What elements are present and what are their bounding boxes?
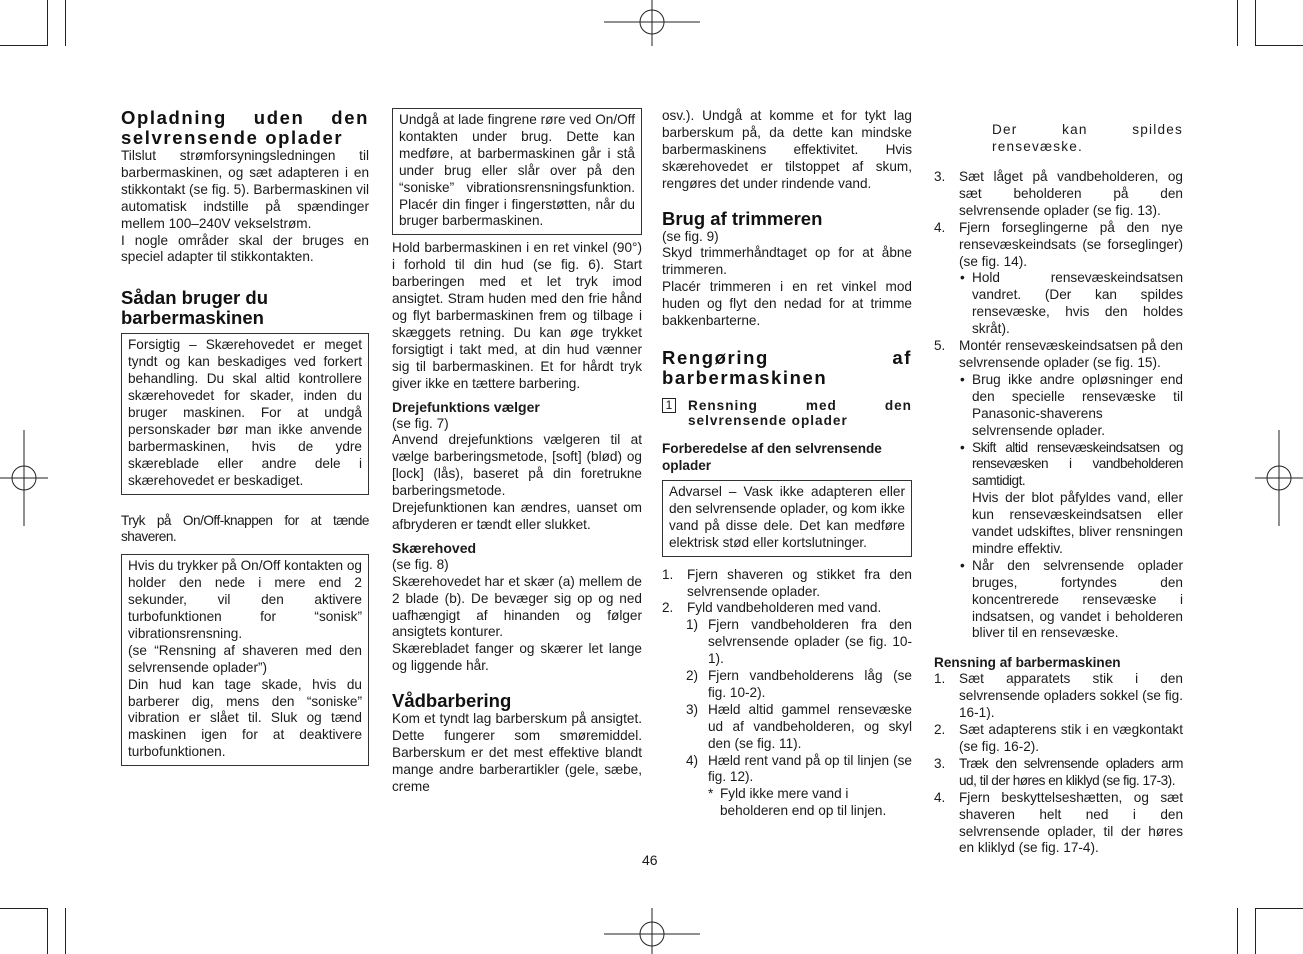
crop-mark [65,908,66,954]
substep-text: Fjern vandbeholderens låg (se fig. 10-2). [708,668,912,700]
heading-clean-shaver: Rensning af barbermaskinen [934,655,1121,671]
heading-cleaning: Rengøring af barbermaskinen [662,346,912,388]
paragraph-wet: Kom et tyndt lag barberskum på ansigtet. Dette fungerer som smøremiddel. Barberskum er det mest effektive blandt mange andre barberartikler (gele, sæbe, creme [392,711,642,794]
step-text: Fjern beskyttelseshætten, og sæt shaveren helt ned i den selvrensende oplader, til der høres en kliklyd (se fig. 17-4). [959,789,1183,856]
clean-steps [934,671,1183,857]
paragraph-head-2: Skærebladet fanger og skærer let lange og liggende hår. [392,641,642,674]
turbo-text-1: Hvis du trykker på On/Off kontakten og holder den nede i mere end 2 sekunder, vil den aktivere turbofunktionen for “sonisk” vibrationsrensning. [128,558,362,641]
crop-mark [65,0,66,46]
note-mark: * [708,786,714,802]
bullet-item [934,270,1183,338]
step-text: Fjern shaveren og stikket fra den selvrensende oplader. [687,566,912,599]
crop-mark [47,908,48,954]
electric-shock-warning-box: Advarsel – Vask ikke adapteren eller den selvrensende oplader, og kom ikke vand på disse dele. Det kan medføre elektrisk stød eller kortslutninger. [662,480,912,557]
substep-text: Hæld altid gammel rensevæske ud af vandbeholderen, og skyl den (se fig. 11). [708,701,912,751]
bullet-text-group [972,440,1183,558]
crop-mark [0,908,48,909]
column-3 [662,108,912,820]
bullet-mark: • [960,371,965,387]
note [662,786,912,820]
substep-number: 3) [686,701,699,717]
list-item [662,753,912,787]
substep-number: 1) [686,617,699,633]
selector-fig-ref: (se fig. 7) [392,415,449,431]
trimmer-fig-ref: (se fig. 9) [662,228,719,244]
list-item [934,790,1183,858]
paragraph-head-1: Skærehovedet har et skær (a) mellem de 2 blade (b). De bevæger sig op og ned uafhængigt af hinanden og følger ansigtets konturer. [392,573,642,640]
heading-cutter-head: Skærehoved [392,539,477,556]
step-text: Sæt apparatets stik i den selvrensende opladers sokkel (se fig. 16-1). [959,671,1183,721]
paragraph-hold: Hold barbermaskinen i en ret vinkel (90°) i forhold til din hud (se fig. 6). Start barberingen med et let tryk imod ansigtet. Stram huden med den frie hånd og flyt barbermaskinen frem og tilbage i skæggets retning. Du kan øge trykket forsigtigt i takt med, at din hud vænner sig til barbermaskinen. Et for hårdt tryk giver ikke en tættere barbering. [392,240,642,391]
step-text: Sæt låget på vandbeholderen, og sæt beholderen på den selvrensende oplader (se fig. 13). [959,169,1183,218]
step-number: 5. [934,338,946,354]
bullet-item [934,372,1183,440]
note-text: Fyld ikke mere vand i beholderen end op til linjen. [720,786,887,819]
crop-mark [1237,0,1238,46]
heading-wet-shaving: Vådbarbering [392,690,512,712]
column-2 [392,108,642,796]
bullet-text: Skift altid rensevæskeindsatsen og rensevæsken i vandbeholderen samtidigt. [972,439,1183,489]
column-1 [121,108,369,766]
list-item [662,567,912,601]
paragraph-trimmer-2: Placér trimmeren i en ret vinkel mod huden og flyt den nedad for at trimme bakkenbarterne. [662,279,912,329]
column-4 [934,108,1183,857]
bullet-mark: • [960,439,965,455]
crop-mark [1255,45,1303,46]
registration-mark-left [0,430,48,526]
paragraph-charging: Tilslut strømforsyningsledningen til barbermaskinen, og sæt adapteren i en stikkontakt (se fig. 5). Barbermaskinen vil automatisk indstille på spændinger mellem 100–240V vekselstrøm. [121,148,369,231]
list-item [662,668,912,702]
turbo-info-box [121,554,369,766]
head-fig-ref: (se fig. 8) [392,556,449,572]
turbo-text-3: Din hud kan tage skade, hvis du barberer dig, mens den “soniske” vibration er slået til. Sluk og tænd maskinen igen for at deaktivere turbofunktionen. [128,676,362,760]
heading-trimmer: Brug af trimmeren [662,207,823,229]
step-number: 4. [934,219,946,235]
prep-steps [662,567,912,821]
heading-self-cleaning: Rensning med den selvrensende oplader [688,397,912,428]
list-item [662,600,912,617]
paragraph-selector-2: Drejefunktionen kan ændres, uanset om afbryderen er tændt eller slukket. [392,500,642,532]
substep-text: Hæld rent vand på op til linjen (se fig. 12). [708,752,912,785]
crop-mark [1255,908,1303,909]
bullet-text: Når den selvrensende oplader bruges, fortyndes den koncentrerede rensevæske i indsatsen, og vandet i beholderen bliver til en rensevæske. [972,557,1183,641]
step-number: 1. [934,671,946,687]
step-text: Træk den selvrensende opladers arm ud, til der høres en kliklyd (se fig. 17-3). [959,755,1183,788]
paragraph-wet-continued: osv.). Undgå at komme et for tykt lag barberskum på, da dette kan mindske barbermaskinens effektivitet. Hvis skærehovedet er tilstoppet af skum, rengøres det under rindende vand. [662,108,912,191]
list-item [934,338,1183,372]
bullet-mark: • [960,557,965,573]
list-item [662,617,912,668]
crop-mark [0,45,48,46]
heading-selector: Drejefunktions vælger [392,398,540,415]
list-item [934,722,1183,756]
bullet-text-continued: Hvis der blot påfyldes vand, eller kun rensevæskeindsatsen eller vandet udskiftes, bliver rensningen mindre effektiv. [972,490,1183,556]
step-number: 2. [934,722,946,738]
finger-warning-box: Undgå at lade fingrene røre ved On/Off kontakten under brug. Dette kan medføre, at barbermaskinen går i stå under brug eller slår over på den “soniske” vibrationsrensningsfunktion. Placér din finger i fingerstøtten, når du bruger barbermaskinen. [392,108,642,235]
step-text: Montér rensevæskeindsatsen på den selvrensende oplader (se fig. 15). [959,338,1183,370]
crop-mark [47,0,48,46]
step-number: 3. [934,755,946,771]
heading-charging: Opladning uden den selvrensende oplader [121,107,369,148]
heading-preparation: Forberedelse af den selvrensende oplader [662,440,882,473]
registration-mark-bottom [604,906,700,954]
list-item [934,671,1183,722]
list-item [934,220,1183,271]
substep-number: 4) [686,752,699,768]
step-text: Sæt adapterens stik i en vægkontakt (se fig. 16-2). [959,722,1183,754]
bullet-mark: • [960,270,965,286]
registration-mark-right [1255,430,1303,526]
step-text: Fyld vandbeholderen med vand. [687,600,882,616]
paragraph-selector-1: Anvend drejefunktions vælgeren til at vælge barberingsmetode, [soft] (blød) og [lock] (lås), baseret på din foretrukne barberingsmetode. [392,432,642,499]
step-number: 3. [934,169,946,184]
bullet-text: Hold rensevæskeindsatsen vandret. (Der kan spildes rensevæske, hvis den holdes skråt). [972,270,1183,337]
step-number: 4. [934,789,946,805]
substep-number: 2) [686,668,699,684]
caution-box: Forsigtig – Skærehovedet er meget tyndt og kan beskadiges ved forkert behandling. Du skal altid kontrollere skærehovedet for skader, inden du bruger maskinen. For at undgå personskader bør man ikke anvende barbermaskinen, hvis de ydre skæreblade eller andre dele i skærehovedet er beskadiget. [121,333,369,494]
crop-mark [1255,0,1256,46]
turbo-text-2: (se “Rensning af shaveren med den selvrensende oplader”) [128,642,362,675]
bullet-text: Brug ikke andre opløsninger end den specielle rensevæske til Panasonic-shaverens selvrensende oplader. [972,371,1183,438]
section-heading-self-cleaning [662,398,912,428]
crop-mark [1255,908,1256,954]
page-number: 46 [642,852,658,868]
crop-mark [1237,908,1238,954]
list-item [934,756,1183,790]
step-text: Fjern forseglingerne på den nye rensevæskeindsats (se forseglinger) (se fig. 14). [959,219,1183,269]
step-number: 1. [662,566,674,582]
paragraph-trimmer-1: Skyd trimmerhåndtaget op for at åbne trimmeren. [662,245,912,278]
list-item [934,169,1183,220]
bullet-item [934,558,1183,643]
setup-steps [934,169,1183,642]
paragraph-spill: Der kan spildes rensevæske. [992,121,1183,154]
heading-how-to-use: Sådan bruger du barbermaskinen [121,287,268,329]
list-item [662,702,912,753]
substep-text: Fjern vandbeholderen fra den selvrensende oplader (se fig. 10-1). [708,617,912,667]
section-number: 1 [662,398,676,413]
paragraph-on-off: Tryk på On/Off-knappen for at tænde shaveren. [121,512,369,545]
paragraph-adapter: I nogle områder skal der bruges en speciel adapter til stikkontakten. [121,232,369,265]
step-number: 2. [662,600,674,616]
registration-mark-top [604,0,700,48]
bullet-item [934,440,1183,558]
